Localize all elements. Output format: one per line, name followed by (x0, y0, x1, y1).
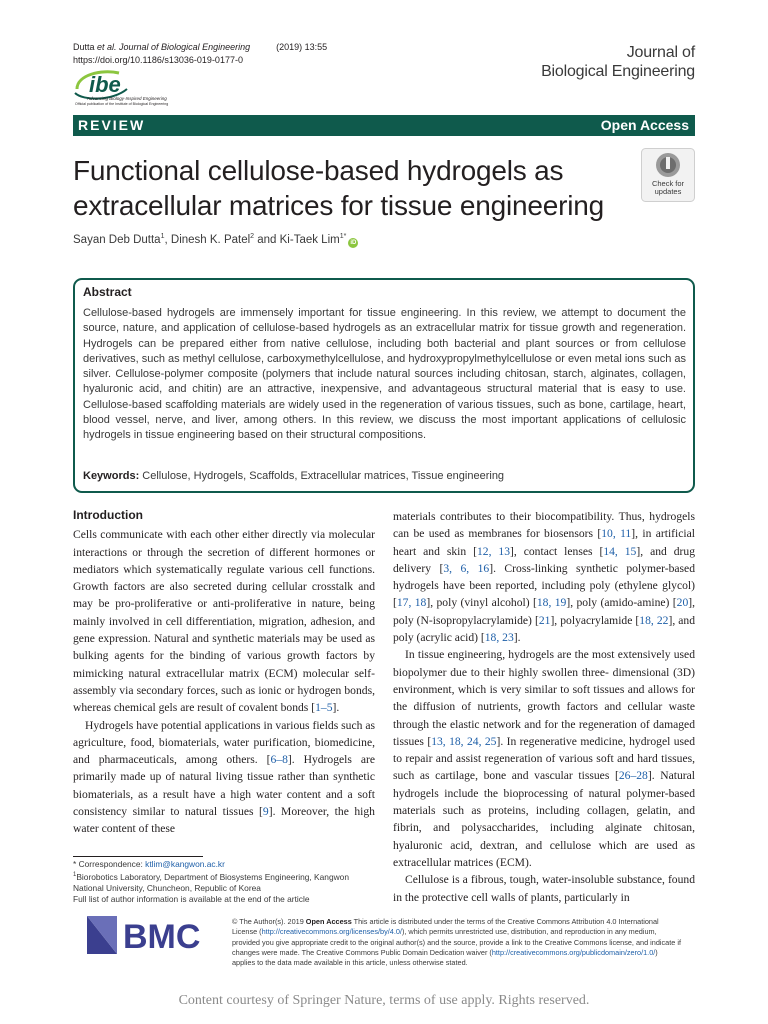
journal-title-line2: Biological Engineering (541, 63, 695, 80)
body-text: ], poly (N-isopropylacrylamide) [ (393, 596, 695, 627)
body-text: In tissue engineering, hydrogels are the most extensively used biopolymer due to their highly swollen three- dimensional (3D) environment, which is very similar to soft tissues and allows for the diffusion of nutrients, growth factors and cellular waste through the elastic network and for the regeneration of damaged tissues [ (393, 648, 695, 748)
intro-paragraph-4 (393, 646, 695, 871)
bmc-logo-icon (85, 912, 220, 956)
citation-link[interactable]: 14, 15 (603, 544, 637, 558)
footnotes (73, 859, 378, 905)
logo-tagline-1: Advancing Biology-Inspired Engineering (87, 96, 167, 101)
running-citation (73, 42, 327, 52)
author-affiliation-sup: 1* (339, 233, 347, 240)
affiliation-line (73, 870, 378, 894)
intro-paragraph-1 (73, 526, 375, 716)
citation-link[interactable]: 6–8 (270, 753, 288, 767)
body-text: ], and poly (acrylic acid) [ (393, 613, 696, 645)
author-separator: , (164, 233, 171, 246)
correspondence-label: * Correspondence: (73, 859, 146, 869)
body-text: ], in artificial heart and skin [ (393, 527, 695, 558)
body-text: ]. Hydrogels are primarily made up of natural living tissue rather than synthetic biomaterials, as a result have a high water content and a soft consistency similar to natural tissues [ (73, 753, 375, 819)
citation-link[interactable]: 3, 6, 16 (443, 561, 490, 575)
ibe-logo-icon (73, 67, 213, 107)
affiliation-sup: 1 (73, 872, 77, 878)
introduction-heading: Introduction (73, 508, 143, 522)
body-text: ], polyacrylamide [ (550, 613, 640, 627)
intro-paragraph-3 (393, 508, 695, 646)
article-title: Functional cellulose-based hydrogels as extracellular matrices for tissue engineering (73, 155, 605, 221)
license-text: ) applies to the data made available in this article, unless otherwise stated. (232, 947, 658, 968)
author-affiliation-sup: 1 (160, 233, 165, 240)
author-name[interactable]: Ki-Taek Lim (279, 233, 340, 246)
body-text: ], contact lenses [ (510, 544, 604, 558)
citation-link[interactable]: 1–5 (315, 701, 333, 715)
abstract-heading: Abstract (83, 285, 132, 299)
bmc-wordmark: BMC (123, 918, 201, 956)
logo-tagline-2: Official publication of the Institute of Biological Engineering (75, 102, 169, 106)
intro-paragraph-5: Cellulose is a fibrous, tough, water-insoluble substance, found in the protective cell walls of plants, particularly in (393, 873, 695, 904)
article-type-banner (73, 115, 695, 136)
body-text: ]. Natural hydrogels include the bioprocessing of natural polymer-based materials such as proteins, including collagen, gelatin, and fibrin, and polysaccharides, including alginate chitosan, hyaluronic acid, dextran, and cellulose which are used as extracellular matrices (ECM). (393, 769, 695, 869)
correspondence-email-link[interactable]: ktlim@kangwon.ac.kr (145, 859, 225, 869)
citation-link[interactable]: 26–28 (618, 769, 648, 783)
open-access-label: Open Access (600, 117, 689, 133)
body-text: Cells communicate with each other either directly via molecular interactions or through the secretion of different hormones or mediators which systematically regulate various cell functions. Growth factors are also secreted during cellular crosstalk and may be pro-proliferative or anti-proliferative in nature, being mainly involved in cell differentiation, migration, adhesion, and gene expression. Natural and synthetic materials may be used as bulking agents for the binding of various growth factors by mimicking natural extracellular matrix (ECM) molecular self-assembly via secondary forces, such as ionic or hydrogen bonds, whereas chemical gels are result of covalent bonds [ (73, 528, 375, 715)
citation-link[interactable]: 12, 13 (476, 544, 511, 558)
abstract-box (73, 278, 695, 493)
license-link[interactable]: http://creativecommons.org/licenses/by/4.0/ (261, 927, 402, 937)
keywords-label: Keywords: (83, 470, 140, 482)
citation-link[interactable]: 10, 11 (601, 527, 632, 541)
author-name[interactable]: Sayan Deb Dutta (73, 233, 161, 246)
citation-link[interactable]: 9 (262, 805, 269, 819)
citation-journal: Journal of Biological Engineering (116, 42, 251, 52)
body-text: ]. In regenerative medicine, hydrogel used to repair and assist regeneration of various soft and hard tissues, such as cartilage, bone and vascular tissues [ (393, 734, 695, 783)
check-for-updates-badge[interactable] (641, 148, 695, 202)
citation-link[interactable]: 20 (676, 596, 689, 610)
logo-wordmark: ibe (89, 72, 121, 97)
doi-link[interactable]: https://doi.org/10.1186/s13036-019-0177-0 (73, 55, 243, 65)
journal-title (541, 43, 695, 81)
abstract-text: Cellulose-based hydrogels are immensely important for tissue engineering. In this review, we attempt to document the source, nature, and application of cellulose-based hydrogels as an extracellular matrix for tissue growth and regeneration. Hydrogels can be prepared either from native cellulose, including both bacterial and plant sources or from cellulose derivatives, such as methyl cellulose, carboxymethylcellulose, and hydroxypropylmethylcellulose or even metal ions such as silver. Cellulose-polymer composite (polymers that include natural sources including chitosan, starch, alginates, collagen, hyaluronic acid, and chitin) are an attractive, inexpensive, and advantageous structural material that is easy to use. Cellulose-based scaffolding materials are widely used in the regeneration of various tissues, such as bone, cartilage, heart, blood vessel, nerve, and liver, among others. In this review, we discuss the most important applications of cellulosic hydrogels in tissue engineering based on their structural compositions. (83, 307, 686, 442)
citation-link[interactable]: 17, 18 (396, 596, 427, 610)
courtesy-notice: Content courtesy of Springer Nature, terms of use apply. Rights reserved. (178, 993, 590, 1008)
intro-paragraph-2 (73, 717, 375, 838)
footnote-divider (73, 856, 203, 857)
license-open-access: Open Access (305, 917, 352, 926)
body-text: ]. Moreover, the high water content of these (73, 805, 375, 836)
affiliation-text: Biorobotics Laboratory, Department of Biosystems Engineering, Kangwon National University, Chuncheon, Republic of Korea (73, 871, 349, 893)
check-for-label: Check for (651, 179, 685, 188)
body-text: ], poly (amido-amine) [ (566, 596, 677, 610)
author-list (73, 233, 358, 248)
license-link[interactable]: http://creativecommons.org/publicdomain/zero/1.0/ (491, 947, 656, 957)
updates-label: updates (654, 187, 682, 196)
article-type-label: REVIEW (78, 117, 146, 133)
license-statement (232, 917, 682, 968)
author-affiliation-sup: 2 (250, 233, 255, 240)
keywords-list: Cellulose, Hydrogels, Scaffolds, Extracellular matrices, Tissue engineering (139, 470, 505, 482)
body-text: ]. (513, 631, 521, 645)
author-info-note: Full list of author information is available at the end of the article (73, 893, 310, 904)
license-text: ), which permits unrestricted use, distribution, and reproduction in any medium, provided you give appropriate credit to the original author(s) and the source, provide a link to the Creative Commons license, and indicate if changes were made. The Creative Commons Public Domain Dedication waiver ( (232, 927, 682, 957)
body-text: materials contributes to their biocompatibility. Thus, hydrogels can be used as membranes for biosensors [ (393, 510, 695, 541)
body-text: Hydrogels have potential applications in various fields such as agriculture, food, biomaterials, water purification, biomedicine, and pharmaceuticals, among others. [ (73, 718, 375, 767)
citation-link[interactable]: 13, 18, 24, 25 (431, 734, 497, 748)
citation-et-al: et al. (97, 42, 117, 52)
left-column (73, 507, 375, 838)
body-text: ], and drug delivery [ (393, 544, 696, 575)
citation-authors: Dutta (73, 42, 98, 52)
citation-link[interactable]: 21 (538, 613, 551, 627)
right-column (393, 508, 695, 906)
citation-link[interactable]: 18, 22 (639, 613, 669, 627)
license-text: This article is distributed under the terms of the Creative Commons Attribution 4.0 International License ( (232, 917, 659, 937)
citation-link[interactable]: 18, 19 (536, 596, 567, 610)
author-separator: and (254, 233, 280, 246)
license-copyright: © The Author(s). 2019 (232, 917, 306, 926)
body-text: ], poly (vinyl alcohol) [ (426, 596, 537, 610)
citation-year-page: (2019) 13:55 (276, 42, 328, 52)
journal-title-line1: Journal of (626, 44, 695, 61)
keywords-line (83, 470, 686, 482)
body-text: ]. Cross-linking synthetic polymer-based hydrogels have been reported, including poly (ethylene glycol) [ (393, 561, 695, 610)
orcid-icon[interactable]: iD (350, 239, 357, 246)
body-text: ]. (332, 701, 340, 715)
author-name[interactable]: Dinesh K. Patel (170, 233, 251, 246)
correspondence-line (73, 859, 378, 870)
citation-link[interactable]: 18, 23 (484, 631, 514, 645)
